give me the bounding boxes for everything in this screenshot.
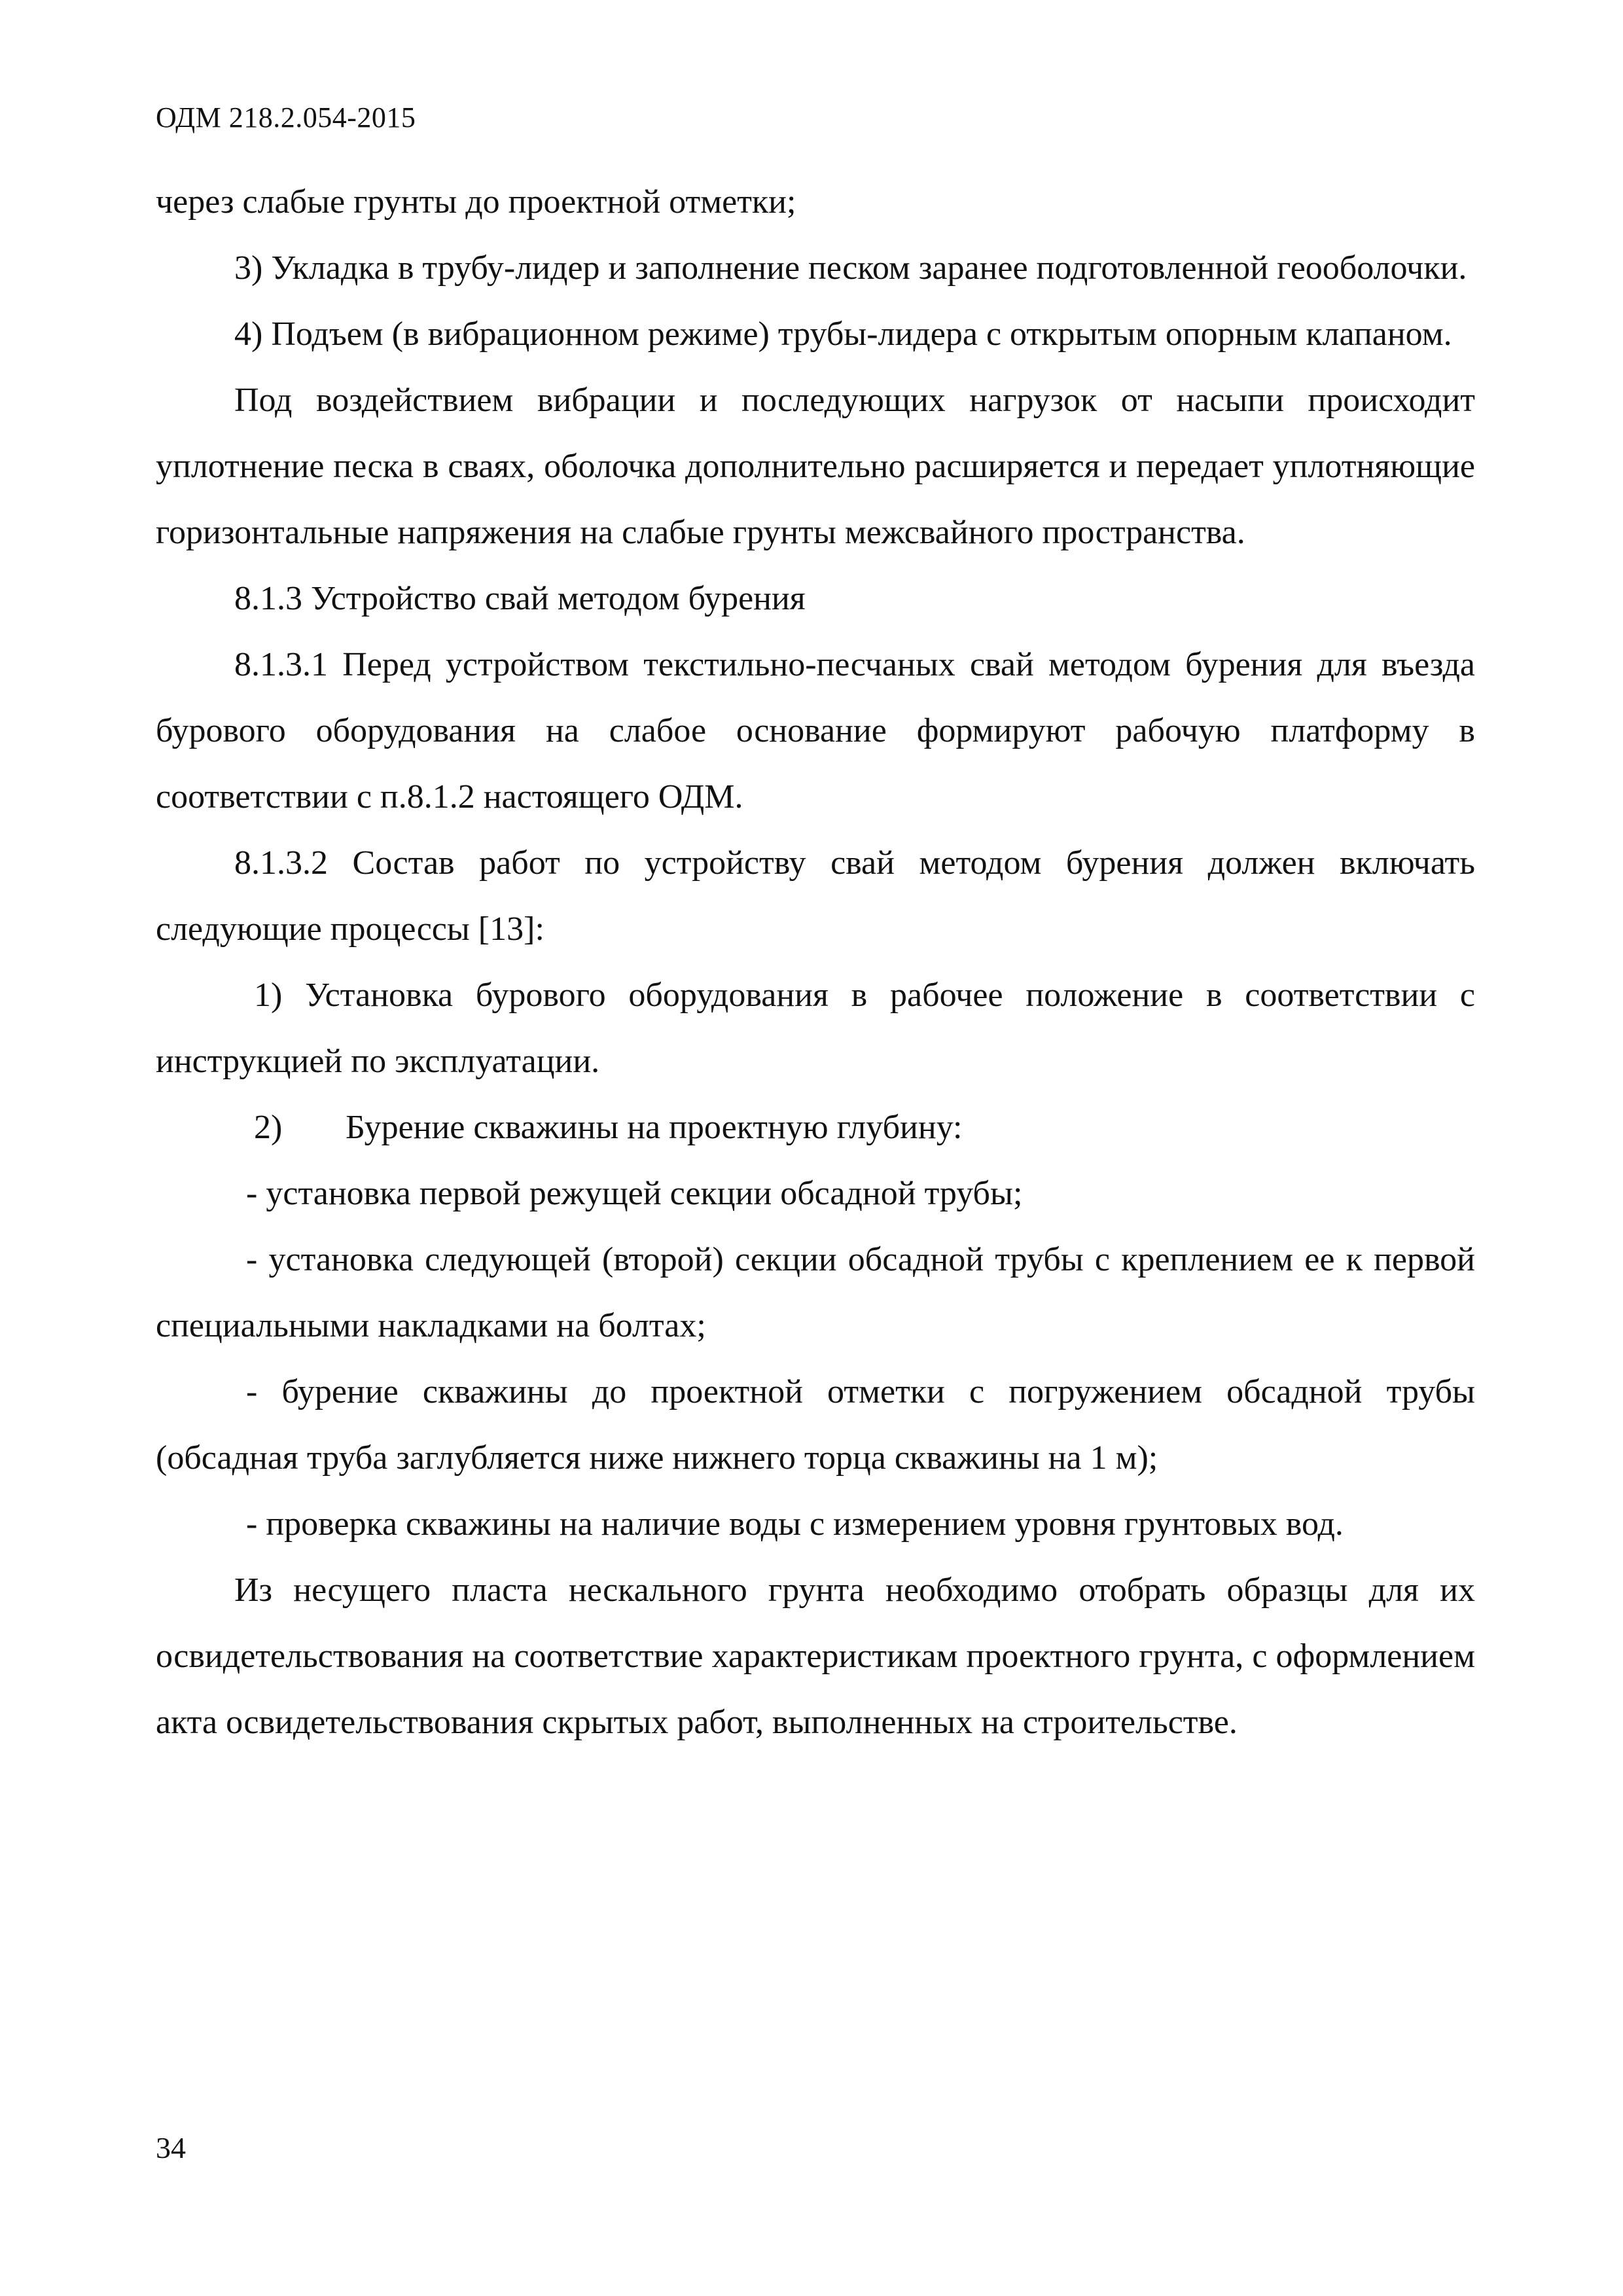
clause-8-1-3-1: 8.1.3.1 Перед устройством текстильно-песчаных свай методом бурения для въезда бурового оборудования на слабое основание формируют рабочую платформу в соответствии с п.8.1.2 настоящего ОДМ. (156, 646, 1475, 816)
paragraph-continuation: через слабые грунты до проектной отметки; (156, 183, 796, 221)
dash-item-first-section: - установка первой режущей секции обсадной трубы; (246, 1175, 1023, 1212)
list-item-3: 3) Укладка в трубу-лидер и заполнение песком заранее подготовленной геооболочки. (234, 249, 1467, 287)
paragraph-vibration: Под воздействием вибрации и последующих нагрузок от насыпи происходит уплотнение песка в сваях, оболочка дополнительно расширяется и передает уплотняющие горизонтальные напряжения на слабые грунты межсвайного пространства. (156, 382, 1475, 551)
document-code-header: ОДМ 218.2.054-2015 (156, 101, 416, 134)
list-item-4: 4) Подъем (в вибрационном режиме) трубы-лидера с открытым опорным клапаном. (234, 315, 1452, 353)
page-number: 34 (156, 2131, 186, 2164)
section-heading-8-1-3: 8.1.3 Устройство свай методом бурения (234, 580, 806, 617)
process-item-2-number: 2) (254, 1109, 283, 1146)
dash-item-drilling: - бурение скважины до проектной отметки с погружением обсадной трубы (обсадная труба заглубляется ниже нижнего торца скважины на 1 м); (156, 1373, 1475, 1477)
process-item-1: 1) Установка бурового оборудования в рабочее положение в соответствии с инструкцией по эксплуатации. (156, 977, 1475, 1080)
dash-item-water-check: - проверка скважины на наличие воды с измерением уровня грунтовых вод. (246, 1505, 1344, 1543)
process-item-2 (156, 1094, 1475, 1160)
clause-8-1-3-2: 8.1.3.2 Состав работ по устройству свай методом бурения должен включать следующие процессы [13]: (156, 844, 1475, 948)
process-item-2-text: Бурение скважины на проектную глубину: (346, 1109, 963, 1146)
dash-item-second-section: - установка следующей (второй) секции обсадной трубы с креплением ее к первой специальными накладками на болтах; (156, 1241, 1475, 1344)
document-body (156, 169, 1475, 1755)
paragraph-sampling: Из несущего пласта нескального грунта необходимо отобрать образцы для их освидетельствования на соответствие характеристикам проектного грунта, с оформлением акта освидетельствования скрытых работ, выполненных на строительстве. (156, 1571, 1475, 1741)
